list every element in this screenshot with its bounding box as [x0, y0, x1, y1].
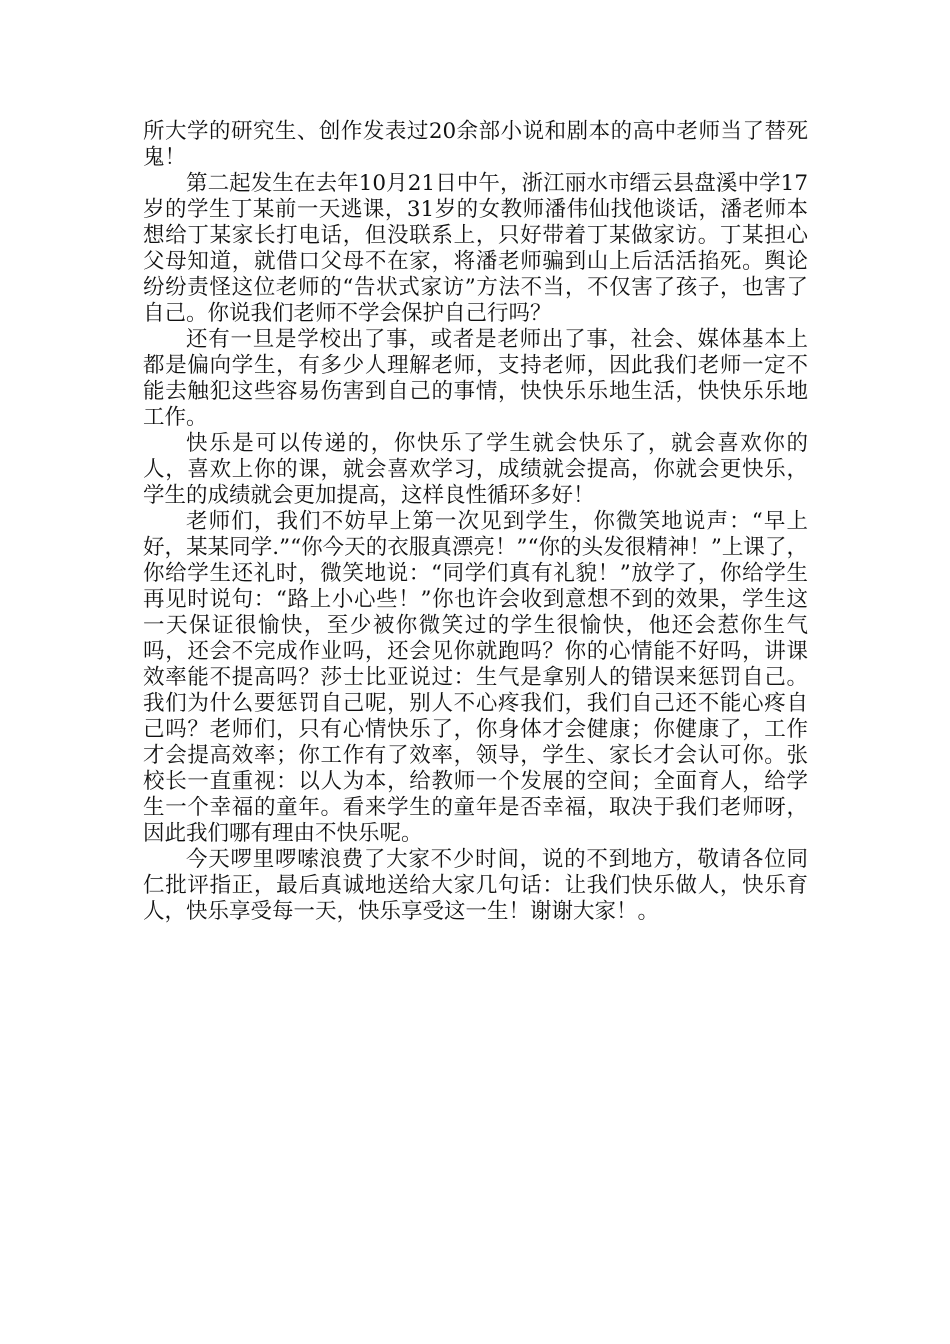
document-body: [143, 119, 808, 925]
paragraph-second-incident: 第二起发生在去年10月21日中午，浙江丽水市缙云县盘溪中学17岁的学生丁某前一天逃课，31岁的女教师潘伟仙找他谈话，潘老师本想给丁某家长打电话，但没联系上，只好带着丁某做家访。丁某担心父母知道，就借口父母不在家，将潘老师骗到山上后活活掐死。舆论纷纷责怪这位老师的“告状式家访”方法不当，不仅害了孩子，也害了自己。你说我们老师不学会保护自己行吗？: [143, 171, 808, 326]
paragraph-media-bias: 还有一旦是学校出了事，或者是老师出了事，社会、媒体基本上都是偏向学生，有多少人理解老师，支持老师，因此我们老师一定不能去触犯这些容易伤害到自己的事情，快快乐乐地生活，快快乐乐地工作。: [143, 327, 808, 430]
paragraph-closing: 今天啰里啰嗦浪费了大家不少时间，说的不到地方，敬请各位同仁批评指正，最后真诚地送给大家几句话：让我们快乐做人，快乐育人，快乐享受每一天，快乐享受这一生！谢谢大家！。: [143, 847, 808, 924]
paragraph-happiness-spreads: 快乐是可以传递的，你快乐了学生就会快乐了，就会喜欢你的人，喜欢上你的课，就会喜欢学习，成绩就会提高，你就会更快乐，学生的成绩就会更加提高，这样良性循环多好！: [143, 431, 808, 508]
paragraph-continuation: 所大学的研究生、创作发表过20余部小说和剧本的高中老师当了替死鬼！: [143, 119, 808, 170]
paragraph-greet-students: 老师们，我们不妨早上第一次见到学生，你微笑地说声：“早上好，某某同学.”“你今天的衣服真漂亮！”“你的头发很精神！”上课了，你给学生还礼时，微笑地说：“同学们真有礼貌！”放学了，你给学生再见时说句：“路上小心些！”你也许会收到意想不到的效果，学生这一天保证很愉快，至少被你微笑过的学生很愉快，他还会惹你生气吗，还会不完成作业吗，还会见你就跑吗？你的心情能不好吗，讲课效率能不提高吗？莎士比亚说过：生气是拿别人的错误来惩罚自己。我们为什么要惩罚自己呢，别人不心疼我们，我们自己还不能心疼自己吗？老师们，只有心情快乐了，你身体才会健康；你健康了，工作才会提高效率；你工作有了效率，领导，学生、家长才会认可你。张校长一直重视：以人为本，给教师一个发展的空间；全面育人，给学生一个幸福的童年。看来学生的童年是否幸福，取决于我们老师呀，因此我们哪有理由不快乐呢。: [143, 509, 808, 846]
